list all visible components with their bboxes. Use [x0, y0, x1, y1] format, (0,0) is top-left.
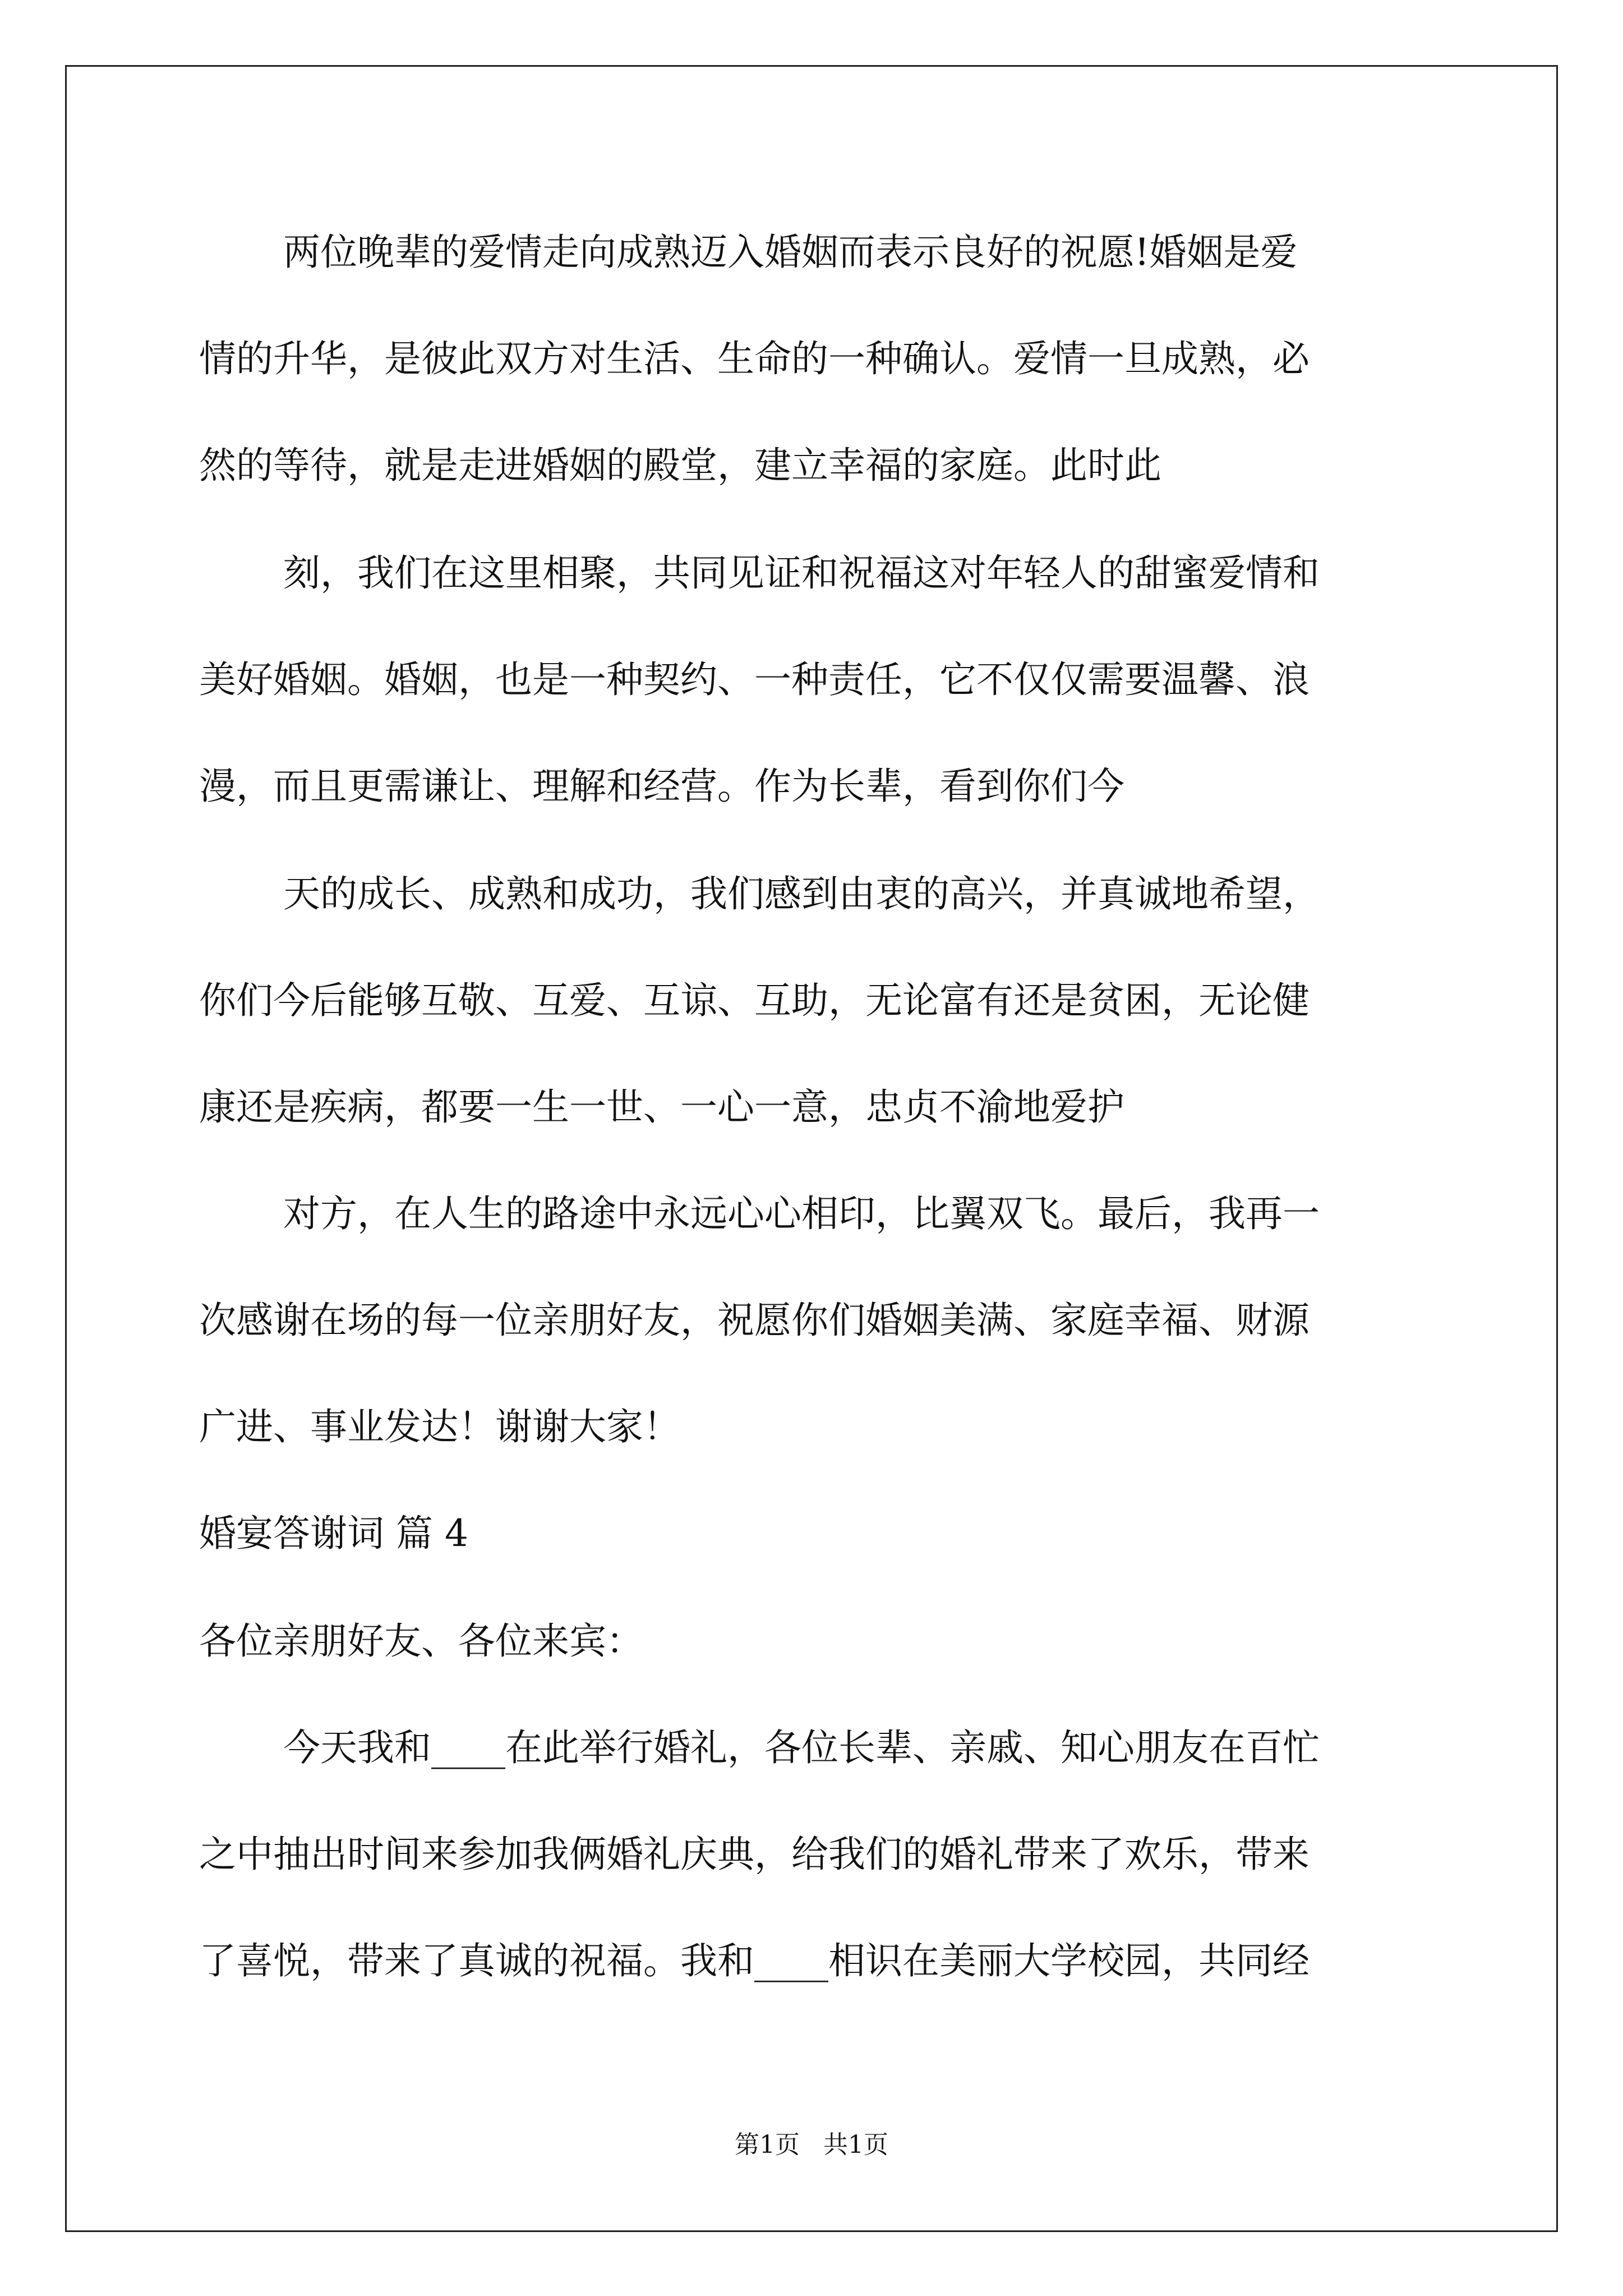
text-line: 对方，在人生的路途中永远心心相印，比翼双飞。最后，我再一 — [283, 1192, 1320, 1235]
text-line: 情的升华，是彼此双方对生活、生命的一种确认。爱情一旦成熟，必 — [199, 337, 1310, 380]
text-line: 然的等待，就是走进婚姻的殿堂，建立幸福的家庭。此时此 — [199, 444, 1161, 487]
text-line: 次感谢在场的每一位亲朋好友，祝愿你们婚姻美满、家庭幸福、财源 — [199, 1299, 1310, 1342]
text-line: 美好婚姻。婚姻，也是一种契约、一种责任，它不仅仅需要温馨、浪 — [199, 658, 1310, 701]
text-line: 今天我和____在此举行婚礼，各位长辈、亲戚、知心朋友在百忙 — [283, 1726, 1320, 1769]
text-line: 你们今后能够互敬、互爱、互谅、互助，无论富有还是贫困，无论健 — [199, 979, 1310, 1022]
section-heading: 婚宴答谢词 篇 4 — [199, 1512, 468, 1555]
text-line: 刻，我们在这里相聚，共同见证和祝福这对年轻人的甜蜜爱情和 — [283, 551, 1320, 595]
text-line: 天的成长、成熟和成功，我们感到由衷的高兴，并真诚地希望， — [283, 872, 1320, 915]
page-footer — [0, 2129, 1623, 2161]
page-border — [65, 65, 1558, 2232]
text-line: 康还是疾病，都要一生一世、一心一意，忠贞不渝地爱护 — [199, 1085, 1124, 1129]
text-line: 广进、事业发达！谢谢大家！ — [199, 1405, 680, 1448]
text-line: 之中抽出时间来参加我俩婚礼庆典，给我们的婚礼带来了欢乐，带来 — [199, 1833, 1310, 1876]
page-number: 第1页 — [735, 2131, 800, 2159]
text-line: 了喜悦，带来了真诚的祝福。我和____相识在美丽大学校园，共同经 — [199, 1939, 1310, 1982]
text-line: 漫，而且更需谦让、理解和经营。作为长辈，看到你们今 — [199, 765, 1124, 808]
page-total: 共1页 — [823, 2131, 888, 2159]
text-line: 两位晚辈的爱情走向成熟迈入婚姻而表示良好的祝愿!婚姻是爱 — [283, 231, 1298, 274]
salutation: 各位亲朋好友、各位来宾： — [199, 1619, 643, 1663]
